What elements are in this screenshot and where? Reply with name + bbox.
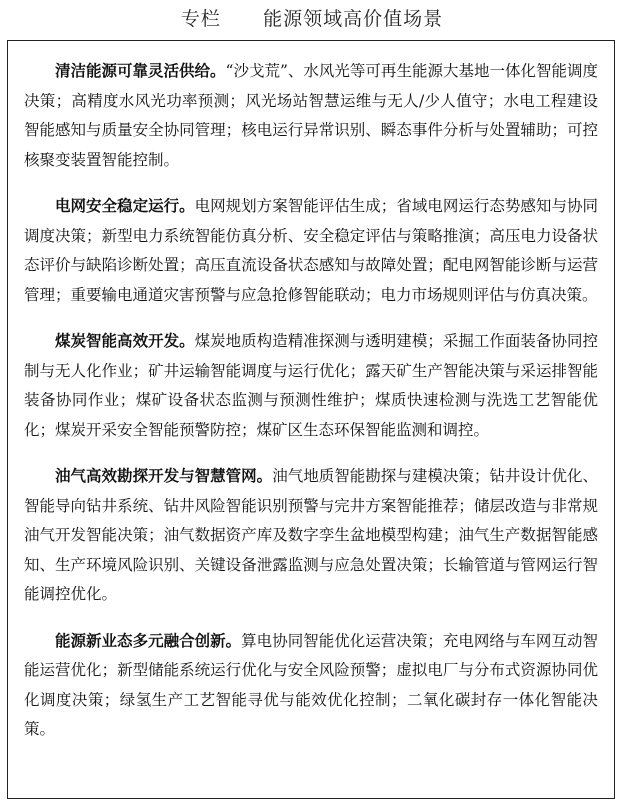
column-box — [7, 40, 615, 799]
section-new-business — [24, 626, 598, 745]
section-text: 煤炭地质构造精准探测与透明建模；采掘工作面装备协同控制与无人化作业；矿井运输智能调度与运行优化；露天矿生产智能决策与采运排智能装备协同作业；煤矿设备状态监测与预测性维护；煤质快速检测与洗选工艺智能优化；煤炭开采安全智能预警防控；煤矿区生态环保智能监测和调控。 — [24, 332, 598, 439]
section-lead: 清洁能源可靠灵活供给。 — [55, 61, 226, 80]
section-coal — [24, 326, 598, 445]
section-text: “沙戈荒”、水风光等可再生能源大基地一体化智能调度决策；高精度水风光功率预测；风光场站智慧运维与无人/少人值守；水电工程建设智能感知与质量安全协同管理；核电运行异常识别、瞬态事件分析与处置辅助；可控核聚变装置智能控制。 — [24, 62, 598, 169]
column-label: 专栏 — [180, 8, 221, 30]
section-text: 电网规划方案智能评估生成；省域电网运行态势感知与协同调度决策；新型电力系统智能仿真分析、安全稳定评估与策略推演；高压电力设备状态评价与缺陷诊断处置；高压直流设备状态感知与故障处置；配电网智能诊断与运营管理；重要输电通道灾害预警与应急抢修智能联动；电力市场规则评估与仿真决策。 — [24, 197, 598, 304]
section-lead: 电网安全稳定运行。 — [55, 196, 195, 215]
section-text: 算电协同智能优化运营决策；充电网络与车网互动智能运营优化；新型储能系统运行优化与安全风险预警；虚拟电厂与分布式资源协同优化调度决策；绿氢生产工艺智能寻优与能效优化控制；二氧化碳封存一体化智能决策。 — [24, 631, 598, 738]
section-lead: 能源新业态多元融合创新。 — [55, 630, 242, 650]
column-heading — [0, 6, 624, 32]
column-title: 能源领域高价值场景 — [263, 8, 444, 30]
section-lead: 油气高效勘探开发与智慧管网。 — [55, 466, 273, 485]
section-lead: 煤炭智能高效开发。 — [55, 331, 195, 350]
section-grid-security — [24, 191, 598, 310]
section-oil-gas — [24, 461, 598, 610]
section-text: 油气地质智能勘探与建模决策；钻井设计优化、智能导向钻井系统、钻井风险智能识别预警与完井方案智能推荐；储层改造与非常规油气开发智能决策；油气数据资产库及数字孪生盆地模型构建；油气生产数据智能感知、生产环境风险识别、关键设备泄露监测与应急处置决策；长输管道与管网运行智能调控优化。 — [24, 467, 598, 603]
section-clean-energy — [24, 56, 598, 175]
